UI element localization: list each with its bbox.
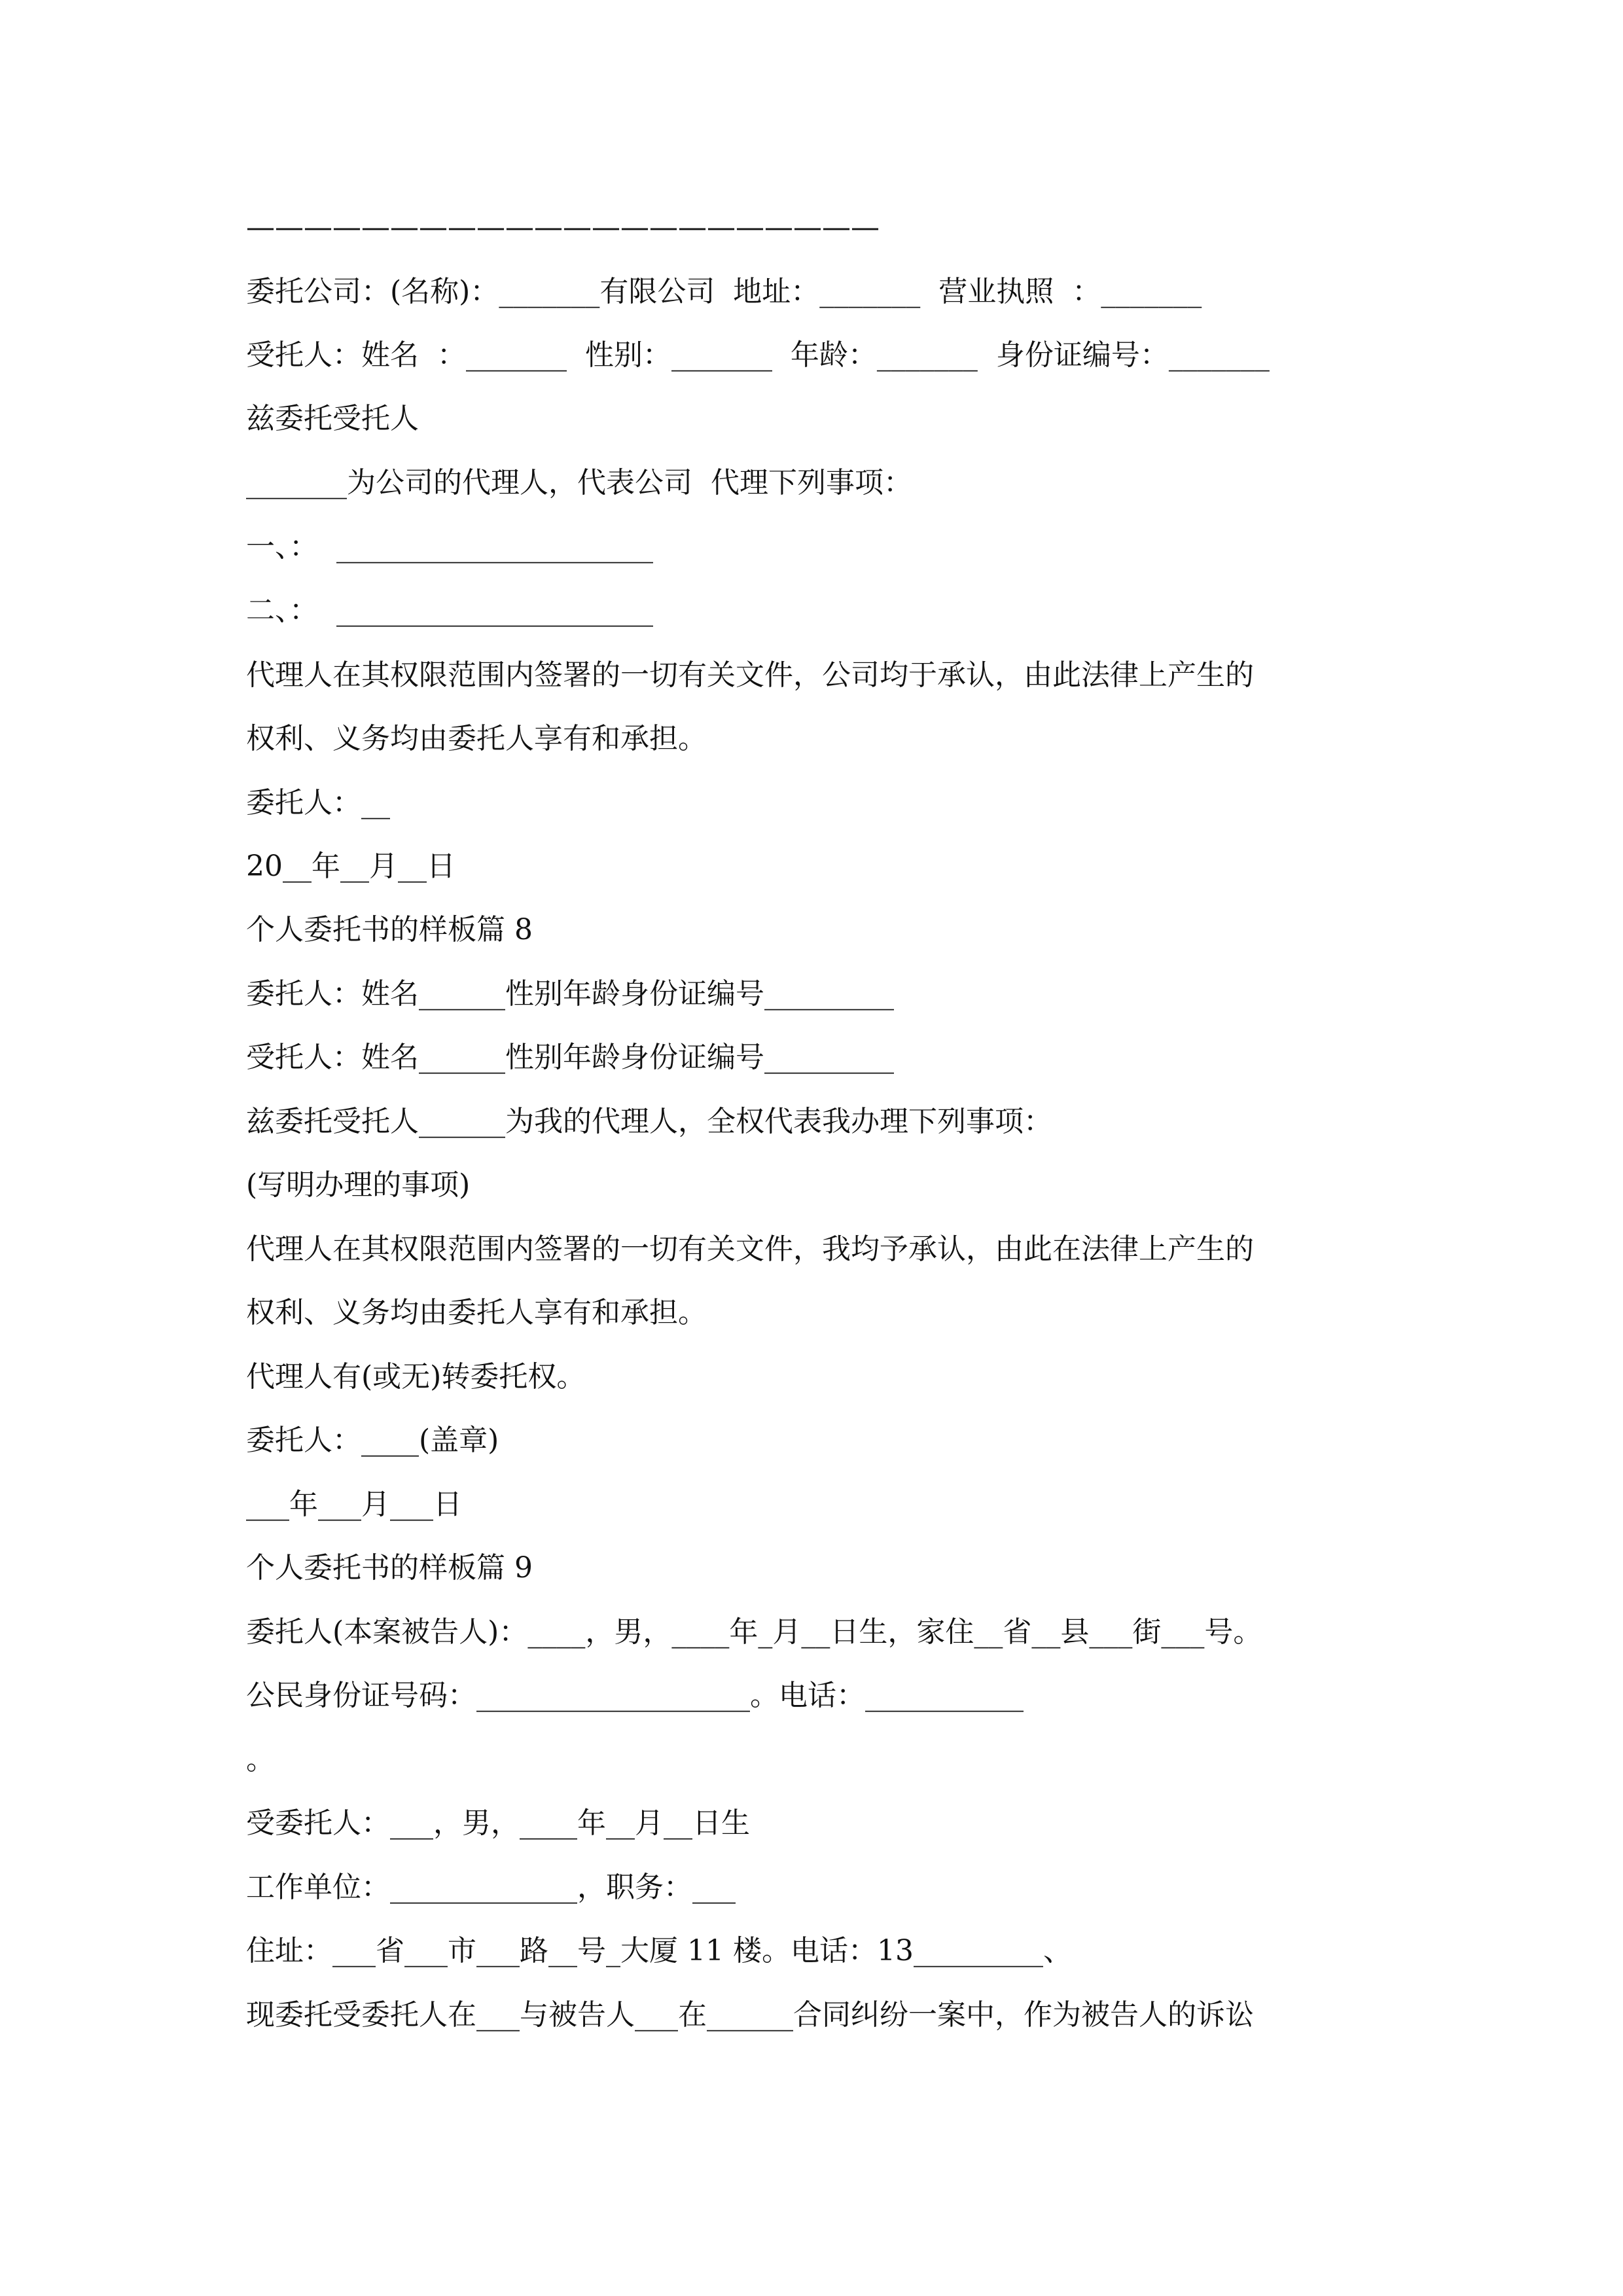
address-line: 住址：___省___市___路__号_大厦 11 楼。电话：13_________、 — [246, 1934, 1072, 1967]
date-line: 20__年__月__日 — [246, 850, 455, 883]
text-line: 权利、义务均由委托人享有和承担。 — [246, 1296, 707, 1329]
agent-info-line: 受托人：姓名______性别年龄身份证编号_________ — [246, 1041, 894, 1074]
text-line: (写明办理的事项) — [246, 1168, 471, 1202]
signature-line: 委托人：__ — [246, 786, 390, 819]
text-line: 权利、义务均由委托人享有和承担。 — [246, 722, 707, 755]
text-line: 现委托受委托人在___与被告人___在______合同纠纷一案中，作为被告人的诉讼 — [246, 1998, 1254, 2032]
text-line: _______为公司的代理人，代表公司 代理下列事项： — [246, 466, 912, 499]
id-phone-line: 公民身份证号码：___________________。电话：___________ — [246, 1679, 1024, 1712]
agent-info-line: 受委托人：___，男，____年__月__日生 — [246, 1806, 750, 1840]
agent-info-line: 受托人：姓名 ：_______ 性别：_______ 年龄：_______ 身份证编号：_______ — [246, 338, 1270, 372]
text-line: 兹委托受托人 — [246, 402, 419, 435]
signature-line: 委托人：____(盖章) — [246, 1424, 499, 1457]
text-line: 代理人在其权限范围内签署的一切有关文件，我均予承认，由此在法律上产生的 — [246, 1232, 1254, 1266]
text-line: 。 — [246, 1743, 275, 1776]
principal-info-line: 委托人(本案被告人)：____，男，____年_月__日生，家住__省__县___街___号。 — [246, 1615, 1262, 1649]
item-two-line: 二、： ______________________ — [246, 594, 653, 627]
text-line: 代理人在其权限范围内签署的一切有关文件，公司均于承认，由此法律上产生的 — [246, 658, 1254, 692]
section-heading: 个人委托书的样板篇 9 — [246, 1551, 533, 1585]
section-heading: 个人委托书的样板篇 8 — [246, 913, 533, 946]
text-line: 代理人有(或无)转委托权。 — [246, 1360, 586, 1393]
principal-company-line: 委托公司：(名称)：_______有限公司 地址：_______ 营业执照 ：_______ — [246, 275, 1202, 308]
work-unit-line: 工作单位：_____________，职务：___ — [246, 1871, 736, 1904]
text-line: 兹委托受托人______为我的代理人，全权代表我办理下列事项： — [246, 1105, 1052, 1138]
principal-info-line: 委托人：姓名______性别年龄身份证编号_________ — [246, 977, 894, 1011]
date-line: ___年___月___日 — [246, 1488, 462, 1521]
item-one-line: 一、： ______________________ — [246, 530, 653, 564]
separator-rule: —————————————————————— — [246, 211, 880, 244]
